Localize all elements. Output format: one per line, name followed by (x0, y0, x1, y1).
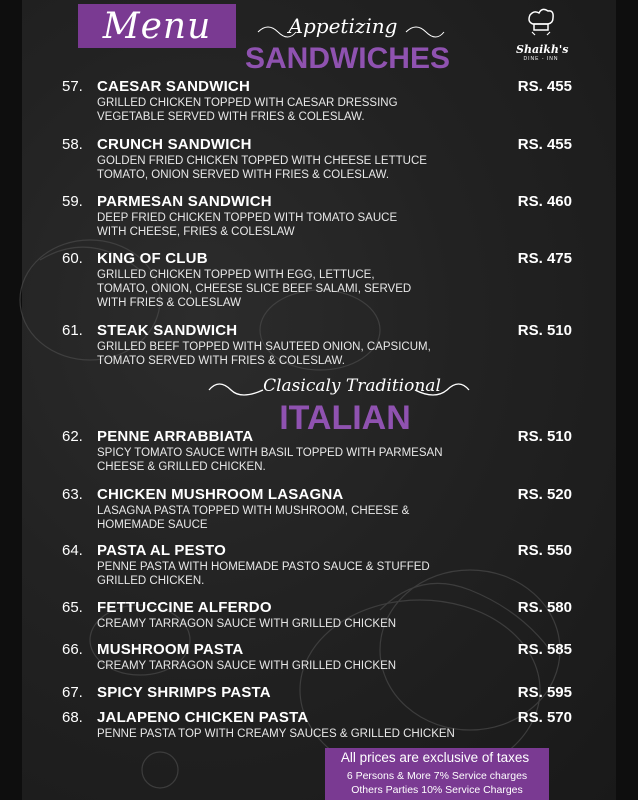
item-title: CRUNCH SANDWICH (97, 136, 252, 153)
item-description-line: CHEESE & GRILLED CHICKEN. (97, 461, 266, 473)
logo-name: Shaikh's (516, 43, 569, 56)
item-description-line: GRILLED BEEF TOPPED WITH SAUTEED ONION, CAPSICUM, (97, 341, 431, 353)
item-title: FETTUCCINE ALFERDO (97, 599, 272, 616)
item-description-line: PENNE PASTA WITH HOMEMADE PASTO SAUCE & STUFFED (97, 561, 430, 573)
item-number: 59. (62, 193, 83, 210)
item-price: RS. 585 (517, 641, 572, 658)
item-number: 62. (62, 428, 83, 445)
item-price: RS. 595 (517, 684, 572, 701)
item-number: 58. (62, 136, 83, 153)
item-title: PENNE ARRABBIATA (97, 428, 254, 445)
flourish-icon (256, 20, 446, 44)
item-price: RS. 510 (517, 322, 572, 339)
item-title: PASTA AL PESTO (97, 542, 226, 559)
item-price: RS. 520 (517, 486, 572, 503)
sandwiches-heading: SANDWICHES (244, 42, 450, 75)
logo-subtitle: DINE - INN (523, 56, 559, 62)
chef-hat-icon (526, 6, 556, 36)
item-title: STEAK SANDWICH (97, 322, 238, 339)
item-title: MUSHROOM PASTA (97, 641, 244, 658)
item-description-line: GOLDEN FRIED CHICKEN TOPPED WITH CHEESE LETTUCE (97, 155, 427, 167)
item-title: KING OF CLUB (97, 250, 208, 267)
item-price: RS. 455 (517, 136, 572, 153)
item-price: RS. 455 (517, 78, 572, 95)
item-number: 63. (62, 486, 83, 503)
item-price: RS. 475 (517, 250, 572, 267)
item-description-line: GRILLED CHICKEN TOPPED WITH CAESAR DRESSING (97, 97, 398, 109)
item-title: CHICKEN MUSHROOM LASAGNA (97, 486, 344, 503)
item-number: 61. (62, 322, 83, 339)
item-description-line: TOMATO SERVED WITH FRIES & COLESLAW. (97, 355, 345, 367)
item-description-line: LASAGNA PASTA TOPPED WITH MUSHROOM, CHEESE & (97, 505, 410, 517)
italian-heading: ITALIAN (279, 399, 411, 437)
item-description (97, 340, 457, 368)
item-description (97, 268, 457, 310)
item-description (97, 446, 457, 474)
item-number: 67. (62, 684, 83, 701)
italian-script-heading: Clasicaly Traditional (263, 376, 441, 396)
item-description-line: CREAMY TARRAGON SAUCE WITH GRILLED CHICKEN (97, 618, 397, 630)
item-price: RS. 580 (517, 599, 572, 616)
tax-notice: All prices are exclusive of taxes (340, 750, 530, 765)
item-description (97, 659, 457, 673)
item-title: PARMESAN SANDWICH (97, 193, 272, 210)
item-description (97, 727, 457, 741)
restaurant-logo (516, 6, 569, 72)
item-description (97, 560, 457, 588)
item-number: 60. (62, 250, 83, 267)
item-price: RS. 550 (517, 542, 572, 559)
menu-title-banner (78, 4, 236, 48)
item-description (97, 96, 457, 124)
item-number: 65. (62, 599, 83, 616)
service-charge-line-1: 6 Persons & More 7% Service charges (346, 770, 528, 782)
item-description-line: WITH FRIES & COLESLAW (97, 297, 241, 309)
item-price: RS. 460 (517, 193, 572, 210)
item-number: 64. (62, 542, 83, 559)
item-description-line: GRILLED CHICKEN. (97, 575, 205, 587)
item-description-line: CREAMY TARRAGON SAUCE WITH GRILLED CHICKEN (97, 660, 397, 672)
item-description-line: TOMATO, ONION, CHEESE SLICE BEEF SALAMI, SERVED (97, 283, 412, 295)
item-description-line: HOMEMADE SAUCE (97, 519, 208, 531)
item-description-line: VEGETABLE SERVED WITH FRIES & COLESLAW. (97, 111, 365, 123)
item-description (97, 617, 457, 631)
item-description-line: PENNE PASTA TOP WITH CREAMY SAUCES & GRILLED CHICKEN (97, 728, 455, 740)
service-charge-line-2: Others Parties 10% Service Charges (351, 784, 523, 796)
item-title: SPICY SHRIMPS PASTA (97, 684, 271, 701)
sandwiches-script-heading: Appetizing (288, 14, 398, 38)
item-number: 66. (62, 641, 83, 658)
item-description-line: WITH CHEESE, FRIES & COLESLAW (97, 226, 295, 238)
item-description-line: TOMATO, ONION SERVED WITH FRIES & COLESLAW. (97, 169, 390, 181)
item-description-line: SPICY TOMATO SAUCE WITH BASIL TOPPED WITH PARMESAN (97, 447, 443, 459)
item-description (97, 504, 457, 532)
item-price: RS. 570 (517, 709, 572, 726)
item-description (97, 211, 457, 239)
item-price: RS. 510 (517, 428, 572, 445)
menu-title: Menu (102, 5, 212, 47)
item-number: 68. (62, 709, 83, 726)
item-title: CAESAR SANDWICH (97, 78, 250, 95)
item-description-line: GRILLED CHICKEN TOPPED WITH EGG, LETTUCE, (97, 269, 375, 281)
item-description-line: DEEP FRIED CHICKEN TOPPED WITH TOMATO SAUCE (97, 212, 398, 224)
item-title: JALAPENO CHICKEN PASTA (97, 709, 309, 726)
item-number: 57. (62, 78, 83, 95)
item-description (97, 154, 457, 182)
